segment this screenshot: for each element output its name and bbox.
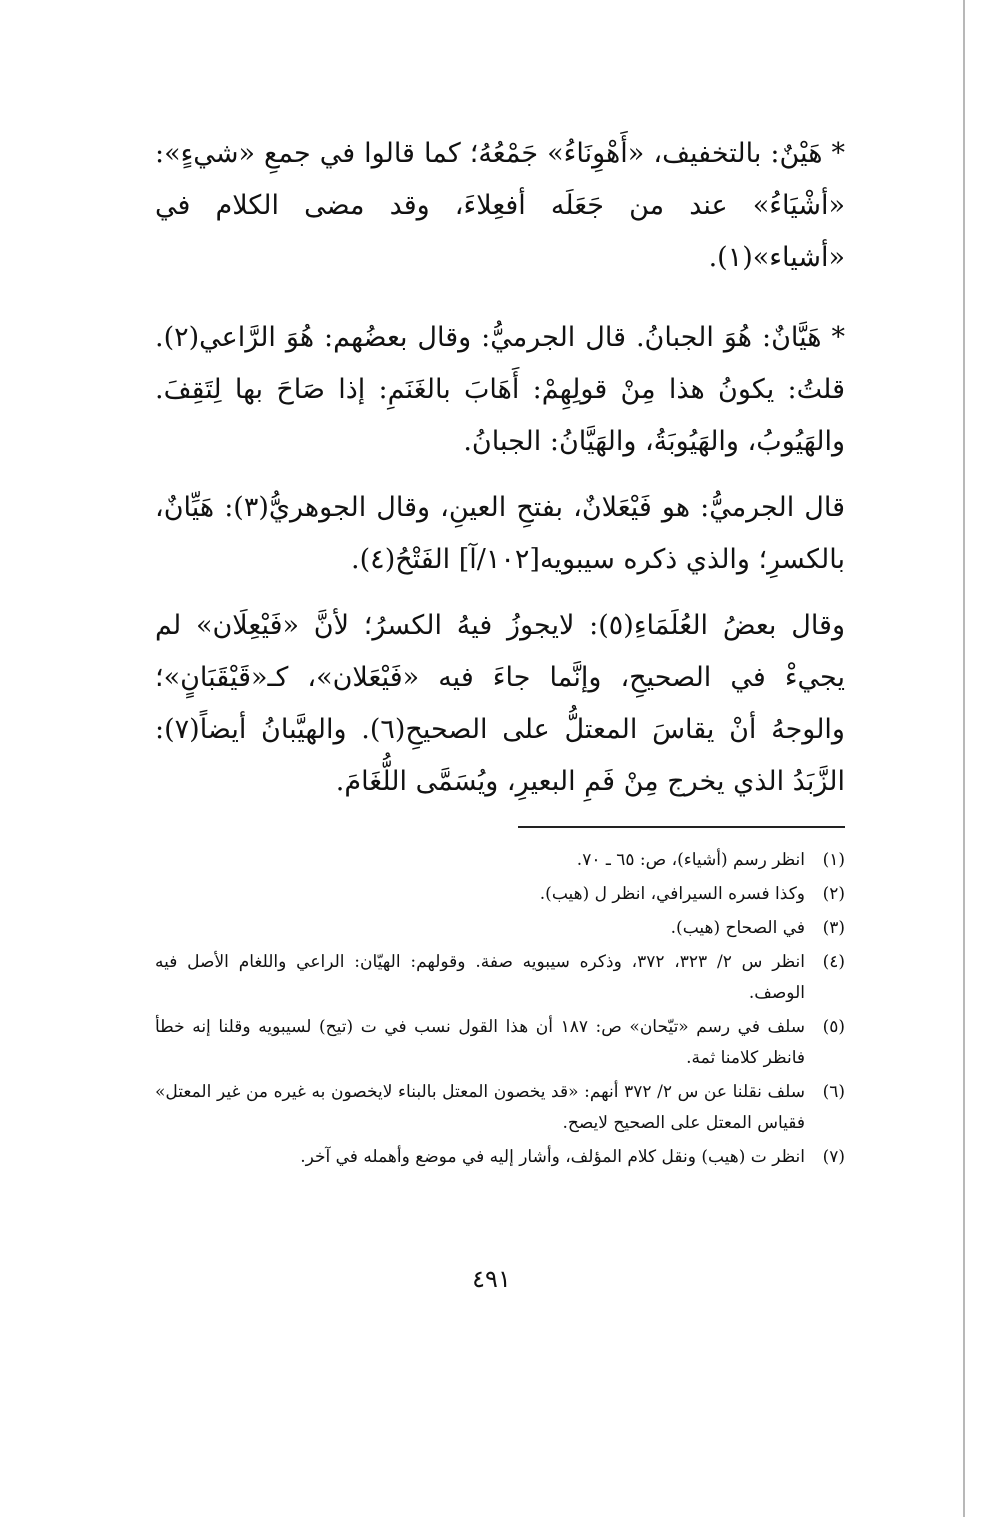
paragraph-jarmi: قال الجرميُّ: هو فَيْعَلانٌ، بفتحِ العينِ، وقال الجوهريُّ(٣): هَيِّانٌ، بالكسرِ؛ والذي ذكره سيبويه[١٠٢/آ] الفَتْحُ(٤). bbox=[155, 492, 845, 575]
footnote-separator bbox=[518, 826, 845, 828]
footnote bbox=[155, 845, 845, 876]
footnote-text: سلف نقلنا عن س ٢/ ٣٧٢ أنهم: «قد يخصون المعتل بالبناء لايخصون به غيره من غير المعتل» فقياس المعتل على الصحيح لايصح. bbox=[155, 1082, 805, 1133]
page-number: ٤٩١ bbox=[472, 1265, 511, 1293]
footnote-number: (٣) bbox=[822, 918, 845, 938]
footnote-text: وكذا فسره السيرافي، انظر ل (هيب). bbox=[539, 884, 805, 904]
paragraph-hayyan: * هَيَّانٌ: هُوَ الجبانُ. قال الجرميُّ: وقال بعضُهم: هُوَ الرَّاعي(٢). قلتُ: يكونُ هذا مِنْ قولِهِمْ: أَهَابَ بالغَنَمِ: إذا صَاحَ بها لِتَقِفَ. والهَيُوبُ، والهَيُوبَةُ، والهَيَّانُ: الجبانُ. bbox=[155, 322, 845, 457]
footnote-number: (٧) bbox=[822, 1147, 845, 1167]
paragraph-hayn: * هَيْنٌ: بالتخفيف، «أَهْوِنَاءُ» جَمْعُهُ؛ كما قالوا في جمعِ «شيءٍ»: «أشْيَاءُ» عند من جَعَلَه أفعِلاءَ، وقد مضى الكلام في «أشياء»(١). bbox=[155, 138, 845, 273]
footnote-number: (٦) bbox=[822, 1082, 845, 1102]
footnote-text: سلف في رسم «تيّحان» ص: ١٨٧ أن هذا القول نسب في ت (تيح) لسيبويه وقلنا إنه خطأ فانظر كلامنا ثمة. bbox=[155, 1017, 805, 1068]
main-text bbox=[155, 128, 845, 808]
paragraph-scholars: وقال بعضُ العُلَمَاءِ(٥): لايجوزُ فيهُ الكسرُ؛ لأنَّ «فَيْعِلَان» لم يجيءْ في الصحيحِ، وإنَّما جاءَ فيه «فَيْعَلان»، كـ«قَيْقَبَانٍ»؛ والوجهُ أنْ يقاسَ المعتلُّ على الصحيحِ(٦). والهيَّبانُ أيضاً(٧): الزَّبَدُ الذي يخرج مِنْ فَمِ البعيرِ، ويُسَمَّى اللُّغَامَ. bbox=[155, 610, 845, 797]
footnote bbox=[155, 913, 845, 944]
footnote bbox=[155, 1012, 845, 1074]
footnote bbox=[155, 1077, 845, 1139]
footnote bbox=[155, 947, 845, 1009]
footnote-number: (٤) bbox=[822, 952, 845, 972]
footnote-number: (٥) bbox=[822, 1017, 845, 1037]
footnote bbox=[155, 879, 845, 910]
footnote bbox=[155, 1142, 845, 1173]
footnotes bbox=[155, 845, 845, 1176]
footnote-text: انظر س ٢/ ٣٢٣، ٣٧٢، وذكره سيبويه صفة. وقولهم: الهيّان: الراعي واللغام الأصل فيه الوصف. bbox=[155, 952, 806, 1003]
footnote-text: انظر ت (هيب) ونقل كلام المؤلف، وأشار إليه في موضع وأهمله في آخر. bbox=[300, 1147, 805, 1167]
footnote-number: (١) bbox=[822, 850, 845, 870]
footnote-number: (٢) bbox=[822, 884, 845, 904]
footnote-text: انظر رسم (أشياء)، ص: ٦٥ ـ ٧٠. bbox=[576, 850, 805, 870]
footnote-text: في الصحاح (هيب). bbox=[670, 918, 805, 938]
